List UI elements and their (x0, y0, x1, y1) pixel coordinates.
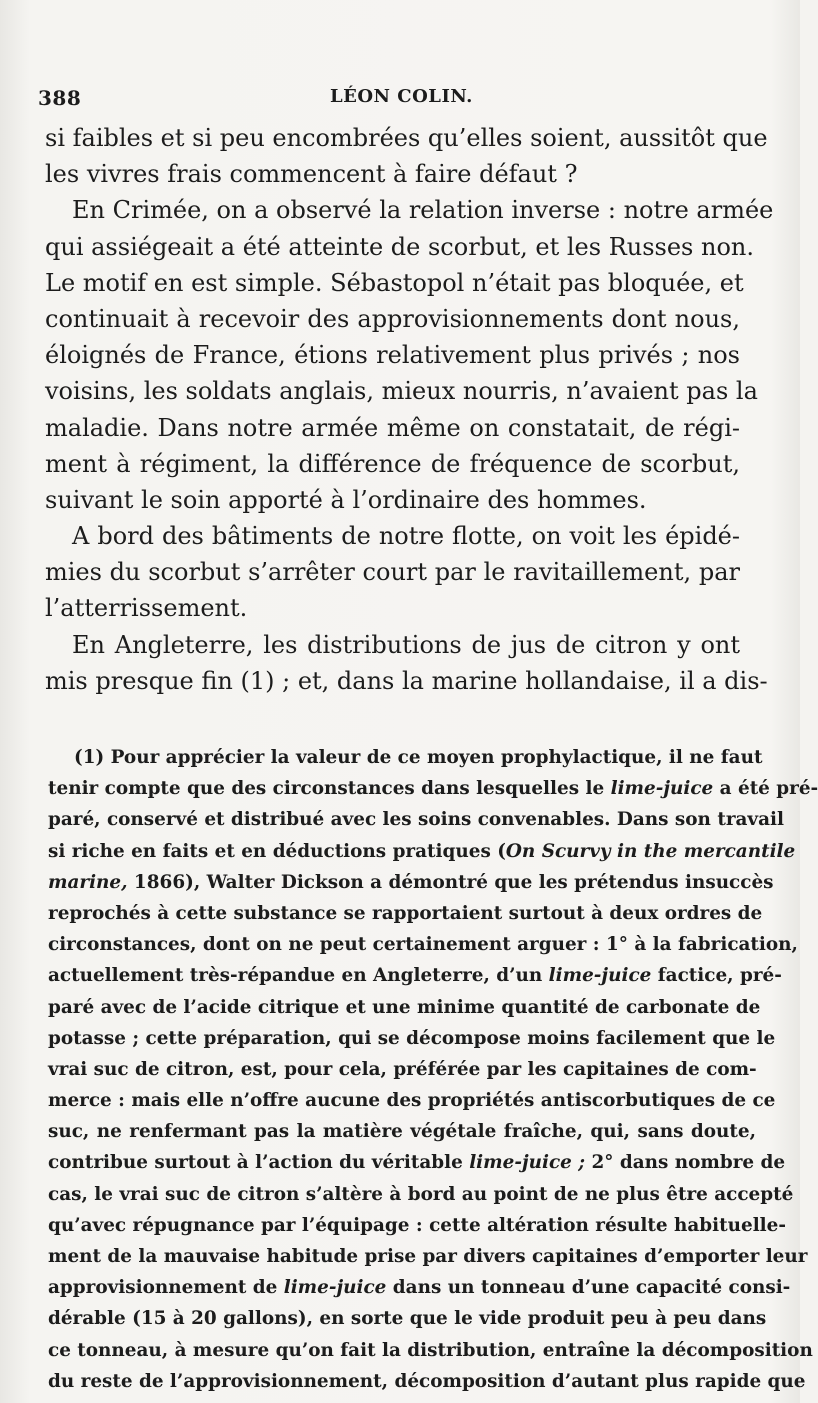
page-number: 388 (38, 86, 82, 110)
footnote-line (48, 1210, 786, 1241)
footnote-line (48, 1054, 756, 1085)
footnote-text-run: ce tonneau, à mesure qu’on fait la distribution, entraîne la décomposition (48, 1339, 813, 1361)
footnote-line (48, 1241, 808, 1272)
footnote-line (48, 1366, 806, 1397)
footnote-line (48, 867, 774, 898)
body-line: mis presque fin (1) ; et, dans la marine hollandaise, il a dis- (45, 666, 768, 695)
footnote-line (48, 1303, 767, 1334)
footnote-text-run: ment de la mauvaise habitude prise par divers capitaines d’emporter leur (48, 1246, 808, 1267)
footnote-line (48, 1335, 813, 1366)
italic-term: marine, (48, 871, 128, 893)
italic-term: lime-juice (283, 1277, 387, 1299)
footnote-line (48, 1116, 756, 1147)
body-line: suivant le soin apporté à l’ordinaire des hommes. (45, 485, 647, 514)
footnote-line (48, 742, 763, 773)
footnote-text-run: paré, conservé et distribué avec les soins convenables. Dans son travail (48, 809, 784, 831)
footnote-text-run: dérable (15 à 20 gallons), en sorte que le vide produit peu à peu dans (48, 1308, 767, 1330)
footnote-text-run: reprochés à cette substance se rapportaient surtout à deux ordres de (48, 902, 763, 924)
footnote-line (48, 898, 763, 929)
body-line: les vivres frais commencent à faire défaut ? (45, 160, 578, 189)
footnote-text-run: cas, le vrai suc de citron s’altère à bord au point de ne plus être accepté (48, 1183, 794, 1205)
footnote-line (48, 960, 782, 991)
footnote-text-run: suc, ne renfermant pas la matière végétale fraîche, qui, sans doute, (48, 1121, 756, 1143)
body-line: ment à régiment, la différence de fréquence de scorbut, (45, 449, 740, 478)
footnote-text-run: 1866), Walter Dickson a démontré que les prétendus insuccès (127, 871, 774, 893)
footnote-line (48, 773, 818, 804)
footnote-text-run: paré avec de l’acide citrique et une minime quantité de carbonate de (48, 996, 761, 1018)
footnote-text-run: du reste de l’approvisionnement, décomposition d’autant plus rapide que (48, 1370, 806, 1392)
body-line: En Crimée, on a observé la relation inverse : notre armée (72, 196, 774, 225)
footnote-line (48, 836, 796, 867)
footnote-line (48, 1147, 786, 1178)
footnote-line (48, 1272, 791, 1303)
footnote-text-run: 2° dans nombre de (585, 1152, 786, 1174)
italic-term: lime-juice ; (469, 1152, 586, 1174)
footnote-text-run: tenir compte que des circonstances dans lesquelles le (48, 778, 611, 800)
footnote-text-run: approvisionnement de (48, 1277, 284, 1299)
footnote-text-run: vrai suc de citron, est, pour cela, préférée par les capitaines de com- (48, 1058, 757, 1080)
footnote-line (48, 1179, 794, 1210)
footnote-line (48, 804, 784, 835)
footnote (48, 742, 818, 1397)
main-text (45, 120, 774, 699)
footnote-text-run: dans un tonneau d’une capacité consi- (386, 1277, 791, 1299)
footnote-line (48, 1023, 776, 1054)
footnote-text-run: potasse ; cette préparation, qui se décompose moins facilement que le (48, 1027, 776, 1049)
body-line: si faibles et si peu encombrées qu’elles soient, aussitôt que (45, 124, 768, 152)
footnote-text-run: (1) Pour apprécier la valeur de ce moyen prophylactique, il ne faut (74, 747, 763, 768)
body-line: maladie. Dans notre armée même on constatait, de régi- (45, 413, 740, 442)
footnote-text-run: circonstances, dont on ne peut certainement arguer : 1° à la fabrication, (48, 934, 798, 956)
italic-term: lime-juice (548, 965, 652, 987)
body-line: A bord des bâtiments de notre flotte, on voit les épidé- (72, 522, 740, 551)
footnote-text-run: a été pré- (713, 778, 818, 800)
body-line: l’atterrissement. (45, 594, 248, 623)
body-line: Le motif en est simple. Sébastopol n’était pas bloquée, et (45, 268, 744, 297)
italic-term: On Scurvy in the mercantile (505, 840, 796, 862)
italic-term: lime-juice (610, 778, 714, 800)
body-line: voisins, les soldats anglais, mieux nourris, n’avaient pas la (45, 377, 758, 406)
footnote-text-run: actuellement très-répandue en Angleterre, d’un (48, 965, 549, 987)
body-line: En Angleterre, les distributions de jus de citron y ont (72, 630, 740, 659)
footnote-line (48, 992, 761, 1023)
running-head: LÉON COLIN. (330, 86, 473, 107)
footnote-line (48, 929, 798, 960)
body-line: qui assiégeait a été atteinte de scorbut, et les Russes non. (45, 232, 754, 261)
body-line: mies du scorbut s’arrêter court par le ravitaillement, par (45, 558, 740, 587)
footnote-line (48, 1085, 776, 1116)
footnote-text-run: factice, pré- (651, 965, 782, 987)
footnote-text-run: contribue surtout à l’action du véritable (48, 1152, 470, 1174)
footnote-text-run: si riche en faits et en déductions pratiques ( (48, 840, 506, 862)
footnote-text-run: merce : mais elle n’offre aucune des propriétés antiscorbutiques de ce (48, 1090, 776, 1112)
body-line: éloignés de France, étions relativement plus privés ; nos (45, 341, 740, 370)
page-header (38, 86, 740, 116)
footnote-text-run: qu’avec répugnance par l’équipage : cette altération résulte habituelle- (48, 1214, 786, 1236)
body-line: continuait à recevoir des approvisionnements dont nous, (45, 304, 740, 333)
